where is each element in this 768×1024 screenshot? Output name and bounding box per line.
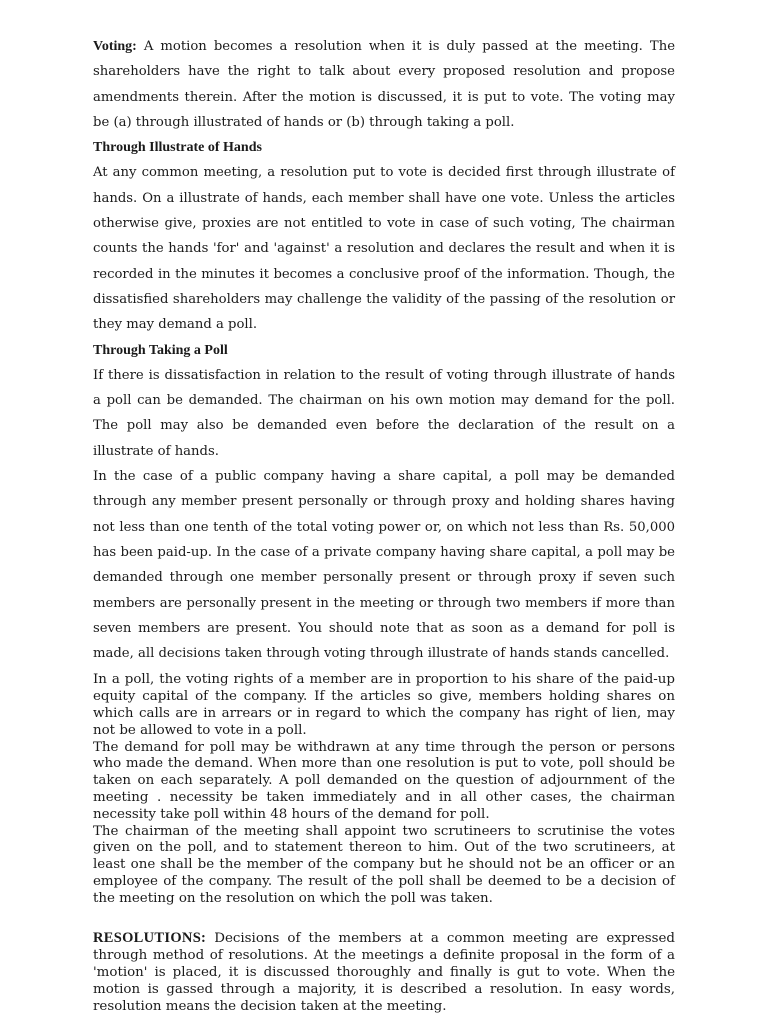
resolutions-lead: RESOLUTIONS:: [93, 929, 207, 946]
resolutions-section: [93, 930, 675, 1016]
poll-paragraph-2: In the case of a public company having a share capital, a poll may be demanded through any member present personally or through proxy and holding shares having not less than one tenth of the total voting power or, on which not less than Rs. 50,000 has been paid-up. In the case of a private company having share capital, a poll may be demanded through one member personally present or through proxy if seven such members are personally present in the meeting or through two members if more than seven members are present. You should note that as soon as a demand for poll is made, all decisions taken through voting through illustrate of hands stands cancelled.: [93, 469, 675, 662]
poll-heading: Through Taking a Poll: [93, 342, 228, 358]
poll-paragraph-5: The chairman of the meeting shall appoint two scrutineers to scrutinise the votes given on the poll, and to statement thereon to him. Out of the two scrutineers, at least one shall be the member of the company but he should not be an officer or an employee of the company. The result of the poll shall be deemed to be a decision of the meeting on the resolution on which the poll was taken.: [93, 823, 675, 906]
poll-paragraph-1: If there is dissatisfaction in relation to the result of voting through illustrate of hands a poll can be demanded. The chairman on his own motion may demand for the poll. The poll may also be demanded even before the declaration of the result on a illustrate of hands.: [93, 367, 675, 459]
poll-paragraph-3: In a poll, the voting rights of a member are in proportion to his share of the paid-up equity capital of the company. If the articles so give, members holding shares on which calls are in arrears or in regard to which the company has right of lien, may not be allowed to vote in a poll.: [93, 672, 675, 738]
voting-section: [93, 34, 675, 666]
resolutions-text: Decisions of the members at a common meeting are expressed through method of resolutions. At the meetings a definite proposal in the form of a 'motion' is placed, it is discussed thoroughly and finally is gut to vote. When the motion is gassed through a majority, it is described a resolution. In easy words, resolution means the decision taken at the meeting.: [93, 930, 675, 1015]
poll-details: [93, 672, 675, 907]
resolutions-paragraph: [93, 930, 675, 1016]
hands-paragraph: At any common meeting, a resolution put to vote is decided first through illustrate of hands. On a illustrate of hands, each member shall have one vote. Unless the articles otherwise give, proxies are not entitled to vote in case of such voting, The chairman counts the hands 'for' and 'against' a resolution and declares the result and when it is recorded in the minutes it becomes a conclusive proof of the information. Though, the dissatisfied shareholders may challenge the validity of the passing of the resolution or they may demand a poll.: [93, 165, 675, 333]
hands-heading: Through Illustrate of Hands: [93, 140, 262, 156]
voting-text: A motion becomes a resolution when it is duly passed at the meeting. The shareholders have the right to talk about every proposed resolution and propose amendments therein. After the motion is discussed, it is put to vote. The voting may be (a) through illustrated of hands or (b) through taking a poll.: [93, 39, 675, 130]
poll-paragraph-4: The demand for poll may be withdrawn at any time through the person or persons who made the demand. When more than one resolution is put to vote, poll should be taken on each separately. A poll demanded on the question of adjournment of the meeting . necessity be taken immediately and in all other cases, the chairman necessity take poll within 48 hours of the demand for poll.: [93, 739, 675, 822]
voting-paragraph: [93, 34, 675, 135]
document-page: [93, 34, 675, 1016]
voting-lead: Voting:: [93, 39, 137, 54]
